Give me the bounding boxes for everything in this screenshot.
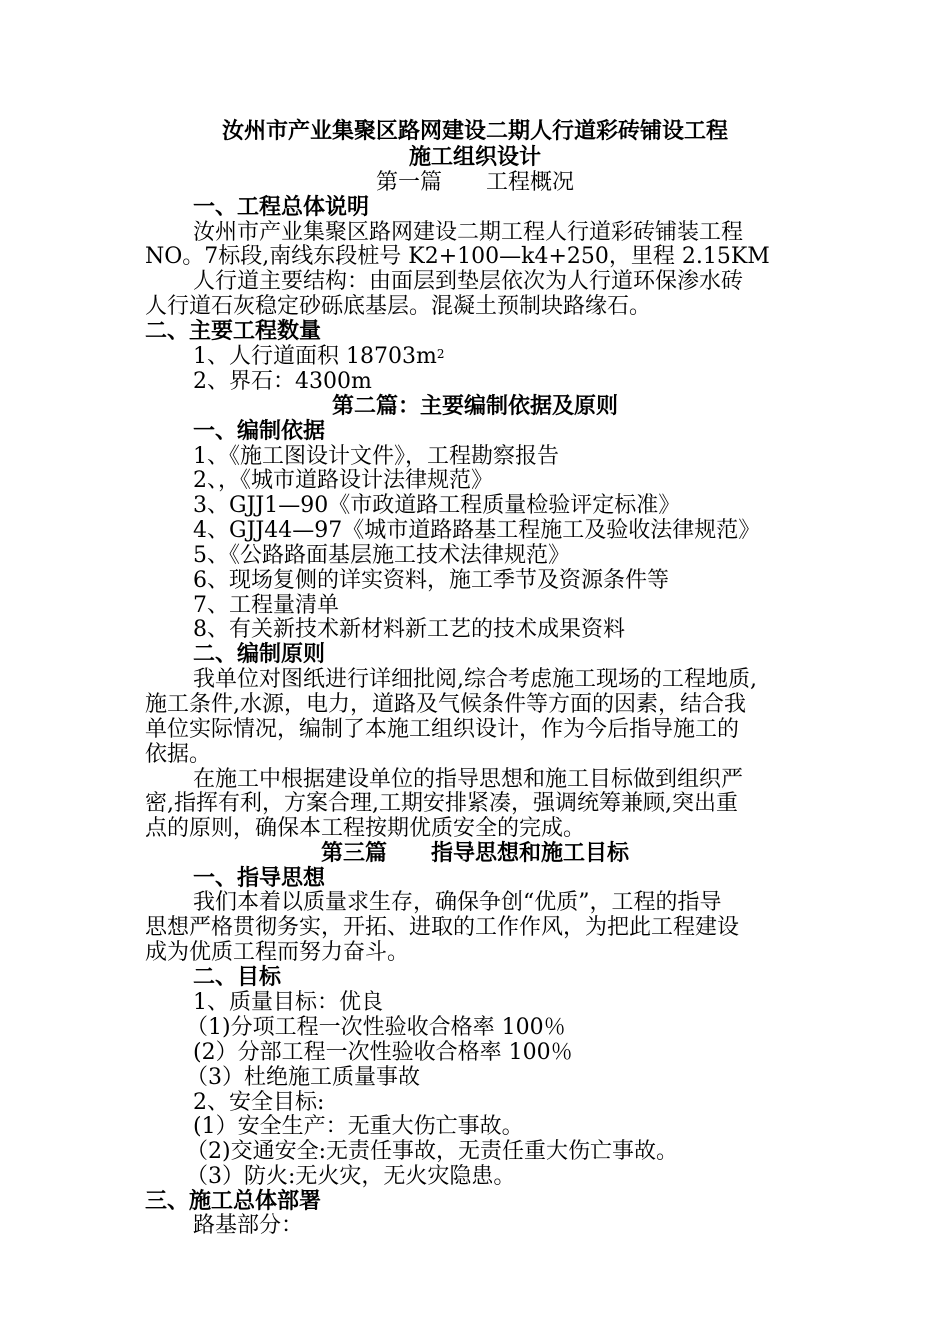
goal-item: (2）分部工程一次性验收合格率 100％ xyxy=(193,1040,573,1065)
section-heading: 一、指导思想 xyxy=(193,866,326,891)
quantity-text: 1、人行道面积 18703m xyxy=(193,344,437,369)
section-heading: 二、主要工程数量 xyxy=(145,319,322,344)
quantity-item xyxy=(193,345,444,369)
paragraph-line: 点的原则，确保本工程按期优质安全的完成。 xyxy=(145,816,586,841)
paragraph-line: 人行道主要结构：由面层到垫层依次为人行道环保渗水砖 xyxy=(193,269,744,294)
superscript: 2 xyxy=(436,347,445,361)
list-item: 6、现场复侧的详实资料，施工季节及资源条件等 xyxy=(193,568,669,593)
list-item: 4、GJJ44—97《城市道路路基工程施工及验收法律规范》 xyxy=(193,518,761,543)
paragraph-line: 依据。 xyxy=(145,742,212,767)
paragraph-line: 人行道石灰稳定砂砾底基层。混凝土预制块路缘石。 xyxy=(145,294,652,319)
doc-title-line2: 施工组织设计 xyxy=(408,145,541,170)
part1-heading: 第一篇 工程概况 xyxy=(375,170,574,195)
paragraph-line: 思想严格贯彻务实，开拓、进取的工作作风，为把此工程建设 xyxy=(145,915,740,940)
part2-heading: 第二篇：主要编制依据及原则 xyxy=(331,394,618,419)
part3-heading: 第三篇 指导思想和施工目标 xyxy=(320,841,629,866)
section-heading: 三、施工总体部署 xyxy=(145,1189,322,1214)
paragraph-line: 成为优质工程而努力奋斗。 xyxy=(145,940,410,965)
paragraph-line: NO。7标段,南线东段桩号 K2+100—k4+250，里程 2.15KM xyxy=(145,244,770,269)
paragraph-line: 施工条件,水源，电力，道路及气候条件等方面的因素，结合我 xyxy=(145,692,746,717)
paragraph-line: 汝州市产业集聚区路网建设二期工程人行道彩砖铺装工程 xyxy=(193,220,744,245)
goal-item: （2)交通安全:无责任事故，无责任重大伤亡事故。 xyxy=(186,1139,678,1164)
list-item: 2、，《城市道路设计法律规范》 xyxy=(193,468,493,493)
goal-heading: 1、质量目标：优良 xyxy=(193,990,383,1015)
list-item: 1、《施工图设计文件》，工程勘察报告 xyxy=(193,444,559,469)
section-heading: 一、工程总体说明 xyxy=(193,195,370,220)
paragraph-line: 密,指挥有利，方案合理,工期安排紧凑，强调统筹兼顾,突出重 xyxy=(145,791,738,816)
paragraph-line: 我们本着以质量求生存，确保争创“优质”，工程的指导 xyxy=(193,890,722,915)
section-heading: 二、编制原则 xyxy=(193,642,326,667)
section-heading: 一、编制依据 xyxy=(193,419,326,444)
doc-title-line1: 汝州市产业集聚区路网建设二期人行道彩砖铺设工程 xyxy=(221,119,728,144)
goal-item: (1）安全生产：无重大伤亡事故。 xyxy=(193,1114,524,1139)
goal-heading: 2、安全目标: xyxy=(193,1090,325,1115)
paragraph-line: 我单位对图纸进行详细批阅,综合考虑施工现场的工程地质, xyxy=(193,667,757,692)
list-item: 7、工程量清单 xyxy=(193,593,339,618)
goal-item: （3）杜绝施工质量事故 xyxy=(186,1065,420,1090)
list-item: 8、有关新技术新材料新工艺的技术成果资料 xyxy=(193,617,625,642)
goal-item: （1)分项工程一次性验收合格率 100％ xyxy=(186,1015,566,1040)
goal-item: （3）防火:无火灾，无火灾隐患。 xyxy=(186,1164,516,1189)
list-item: 5、《公路路面基层施工技术法律规范》 xyxy=(193,543,570,568)
paragraph-line: 单位实际情况，编制了本施工组织设计，作为今后指导施工的 xyxy=(145,717,740,742)
subheading: 路基部分： xyxy=(193,1213,304,1238)
section-heading: 二、目标 xyxy=(193,965,282,990)
list-item: 3、GJJ1—90《市政道路工程质量检验评定标准》 xyxy=(193,493,681,518)
quantity-item: 2、界石：4300m xyxy=(193,369,372,394)
paragraph-line: 在施工中根据建设单位的指导思想和施工目标做到组织严 xyxy=(193,767,744,792)
